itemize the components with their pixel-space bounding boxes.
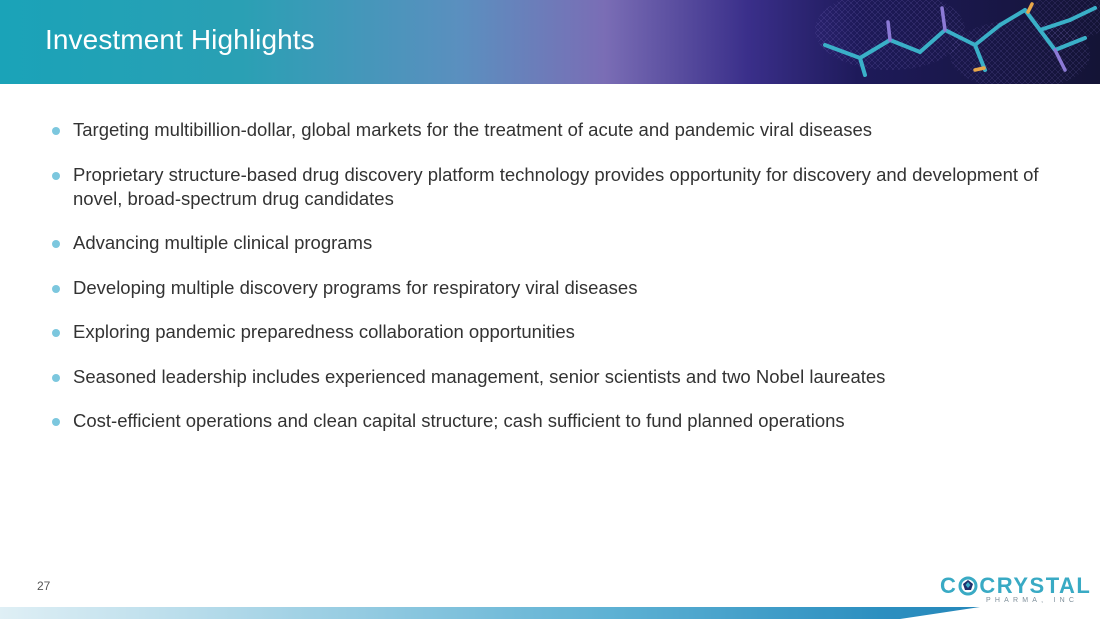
bullet-icon	[52, 172, 60, 180]
molecule-structure-icon	[770, 0, 1100, 84]
page-number: 27	[37, 579, 51, 593]
bullet-icon	[52, 374, 60, 382]
list-item	[52, 276, 1052, 300]
logo-letter: C	[940, 573, 958, 598]
list-item-text: Seasoned leadership includes experienced management, senior scientists and two Nobel laureates	[73, 365, 886, 387]
list-item-text: Cost-efficient operations and clean capital structure; cash sufficient to fund planned operations	[73, 410, 845, 431]
list-item	[52, 163, 1052, 211]
list-item-text: Targeting multibillion-dollar, global markets for the treatment of acute and pandemic viral diseases	[73, 119, 872, 140]
list-item	[52, 231, 1052, 255]
list-item-text: Developing multiple discovery programs for respiratory viral diseases	[73, 276, 638, 298]
highlights-list	[52, 118, 1052, 454]
bullet-icon	[52, 418, 60, 426]
list-item	[52, 409, 1052, 433]
logo-crystal-mark-icon	[958, 576, 978, 596]
list-item	[52, 320, 1052, 344]
bullet-icon	[52, 127, 60, 135]
logo-subtitle: PHARMA, INC	[986, 597, 1079, 604]
list-item-text: Exploring pandemic preparedness collaboration opportunities	[73, 321, 575, 342]
bullet-icon	[52, 285, 60, 293]
header-banner	[0, 0, 1100, 84]
page-title: Investment Highlights	[45, 24, 315, 55]
list-item	[52, 365, 1052, 389]
company-logo	[940, 573, 1092, 607]
logo-word: CRYSTAL	[979, 573, 1092, 598]
list-item	[52, 118, 1052, 142]
list-item-text: Advancing multiple clinical programs	[73, 232, 373, 253]
bullet-icon	[52, 329, 60, 337]
list-item-text: Proprietary structure-based drug discovery platform technology provides opportunity for discovery and development of novel, broad-spectrum drug candidates	[73, 163, 1039, 209]
logo-wordmark	[940, 573, 1091, 599]
bullet-icon	[52, 240, 60, 248]
